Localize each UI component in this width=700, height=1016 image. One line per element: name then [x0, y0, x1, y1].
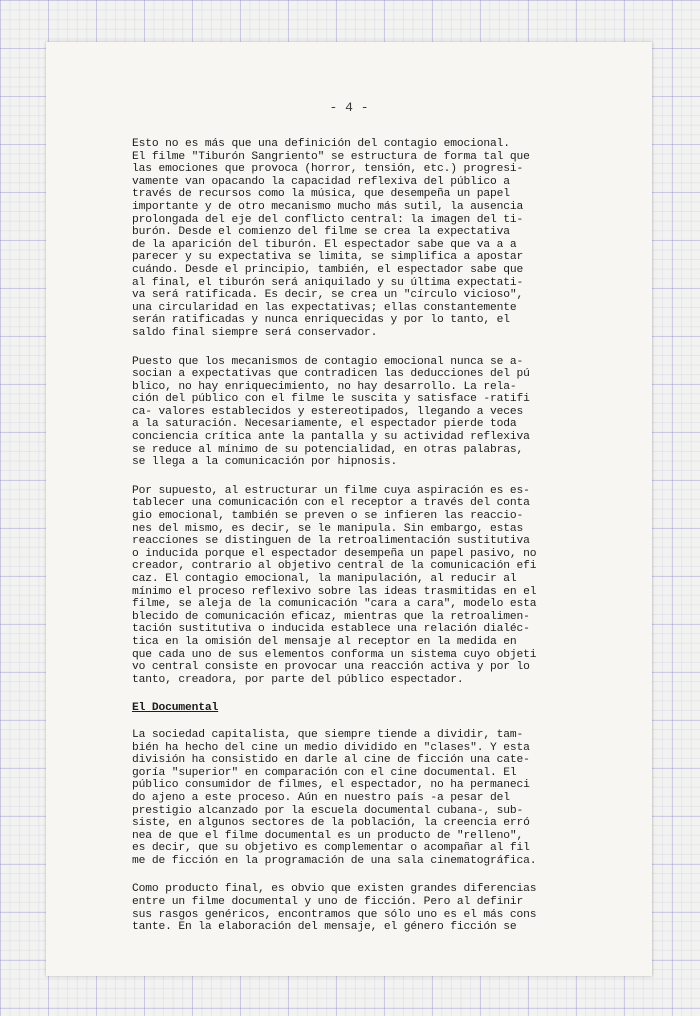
paragraph [132, 485, 608, 687]
text-line: público consumidor de filmes, el espectador, no ha permaneci [132, 779, 530, 792]
text-line: mínimo el proceso reflexivo sobre las ideas trasmitidas en el [132, 585, 537, 598]
text-line: serán ratificadas y nunca enriquecidas y por lo tanto, el [132, 314, 510, 327]
text-line: de la aparición del tiburón. El espectador sabe que va a a [132, 238, 517, 251]
text-line: goría "superior" en comparación con el cine documental. El [132, 766, 517, 779]
text-line: blecido de comunicación eficaz, mientras que la retroalimen- [132, 610, 530, 623]
text-line: El filme "Tiburón Sangriento" se estructura de forma tal que [132, 150, 530, 163]
text-line: parecer y su expectativa se limita, se simplifica a apostar [132, 251, 524, 264]
text-line: se llega a la comunicación por hipnosis. [132, 456, 398, 469]
text-line: Como producto final, es obvio que existen grandes diferencias [132, 883, 537, 896]
page-number: - 4 - [329, 100, 369, 115]
text-line: tanto, creadora, por parte del público espectador. [132, 673, 464, 686]
text-line: a la saturación. Necesariamente, el espectador pierde toda [132, 418, 517, 431]
text-line: importante y de otro mecanismo mucho más sutil, la ausencia [132, 200, 524, 213]
text-line: conciencia crítica ante la pantalla y su actividad reflexiva [132, 431, 530, 444]
text-line: bién ha hecho del cine un medio dividido en "clases". Y esta [132, 741, 530, 754]
text-line: sus rasgos genéricos, encontramos que sólo uno es el más cons [132, 908, 537, 921]
text-line: una circularidad en las expectativas; ellas constantemente [132, 301, 517, 314]
text-line: ción del público con el filme le suscita y satisface -ratifi [132, 393, 530, 406]
text-line: o inducida porque el espectador desempeña un papel pasivo, no [132, 547, 537, 560]
text-line: nes del mismo, es decir, se le manipula. Sin embargo, estas [132, 522, 524, 535]
text-line: que cada uno de sus elementos conforma un sistema cuyo objeti [132, 648, 537, 661]
text-line: burón. Desde el comienzo del filme se crea la expectativa [132, 226, 510, 239]
text-line: vamente van opacando la capacidad reflexiva del público a [132, 175, 510, 188]
text-line: las emociones que provoca (horror, tensión, etc.) progresi- [132, 163, 524, 176]
typewritten-page [46, 42, 652, 976]
section-heading: El Documental [132, 702, 219, 715]
text-line: Esto no es más que una definición del contagio emocional. [132, 138, 510, 150]
text-line: do ajeno a este proceso. Aún en nuestro país -a pesar del [132, 791, 510, 804]
text-line: es decir, que su objetivo es complementar o acompañar al fil [132, 842, 530, 855]
text-line: través de recursos como la música, que desempeña un papel [132, 188, 510, 201]
text-line: creador, contrario al objetivo central de la comunicación efi [132, 560, 537, 573]
text-line: entre un filme documental y uno de ficción. Pero al definir [132, 896, 524, 909]
body-text [132, 138, 608, 950]
text-line: siste, en algunos sectores de la población, la creencia erró [132, 817, 530, 830]
text-line: tante. En la elaboración del mensaje, el género ficción se [132, 921, 517, 934]
text-line: prestigio alcanzado por la escuela documental cubana-, sub- [132, 804, 524, 817]
text-line: va será ratificada. Es decir, se crea un "círculo vicioso", [132, 289, 524, 302]
text-line: reacciones se distinguen de la retroalimentación sustitutiva [132, 535, 530, 548]
text-line: Puesto que los mecanismos de contagio emocional nunca se a- [132, 355, 524, 368]
text-line: tica en la omisión del mensaje al receptor en la medida en [132, 635, 517, 648]
text-line: caz. El contagio emocional, la manipulación, al reducir al [132, 573, 517, 585]
text-line: La sociedad capitalista, que siempre tiende a dividir, tam- [132, 728, 524, 741]
text-line: tablecer una comunicación con el receptor a través del conta [132, 497, 530, 510]
text-line: división ha consistido en darle al cine de ficción una cate- [132, 754, 530, 767]
text-line: ca- valores establecidos y estereotipados, llegando a veces [132, 405, 524, 418]
text-line: saldo final siempre será conservador. [132, 326, 378, 339]
text-line: filme, se aleja de la comunicación "cara a cara", modelo esta [132, 598, 537, 611]
paragraph [132, 729, 608, 868]
text-line: prolongada del eje del conflicto central: la imagen del ti- [132, 213, 524, 226]
text-line: nea de que el filme documental es un producto de "relleno", [132, 829, 524, 842]
text-line: cuándo. Desde el principio, también, el espectador sabe que [132, 263, 524, 276]
text-line: se reduce al mínimo de su potencialidad, en otras palabras, [132, 443, 524, 456]
paragraph [132, 356, 608, 469]
text-line: Por supuesto, al estructurar un filme cuya aspiración es es- [132, 484, 530, 497]
paragraph [132, 138, 608, 340]
text-line: al final, el tiburón será aniquilado y su última expectati- [132, 276, 524, 289]
text-line: gio emocional, también se preven o se infieren las reaccio- [132, 510, 524, 523]
text-line: tación sustitutiva o inducida establece una relación dialéc- [132, 623, 530, 636]
paragraph [132, 883, 608, 933]
text-line: socian a expectativas que contradicen las deducciones del pú [132, 368, 530, 381]
text-line: blico, no hay enriquecimiento, no hay desarrollo. La rela- [132, 380, 517, 393]
text-line: me de ficción en la programación de una sala cinematográfica. [132, 854, 537, 867]
text-line: vo central consiste en provocar una reacción activa y por lo [132, 661, 530, 674]
